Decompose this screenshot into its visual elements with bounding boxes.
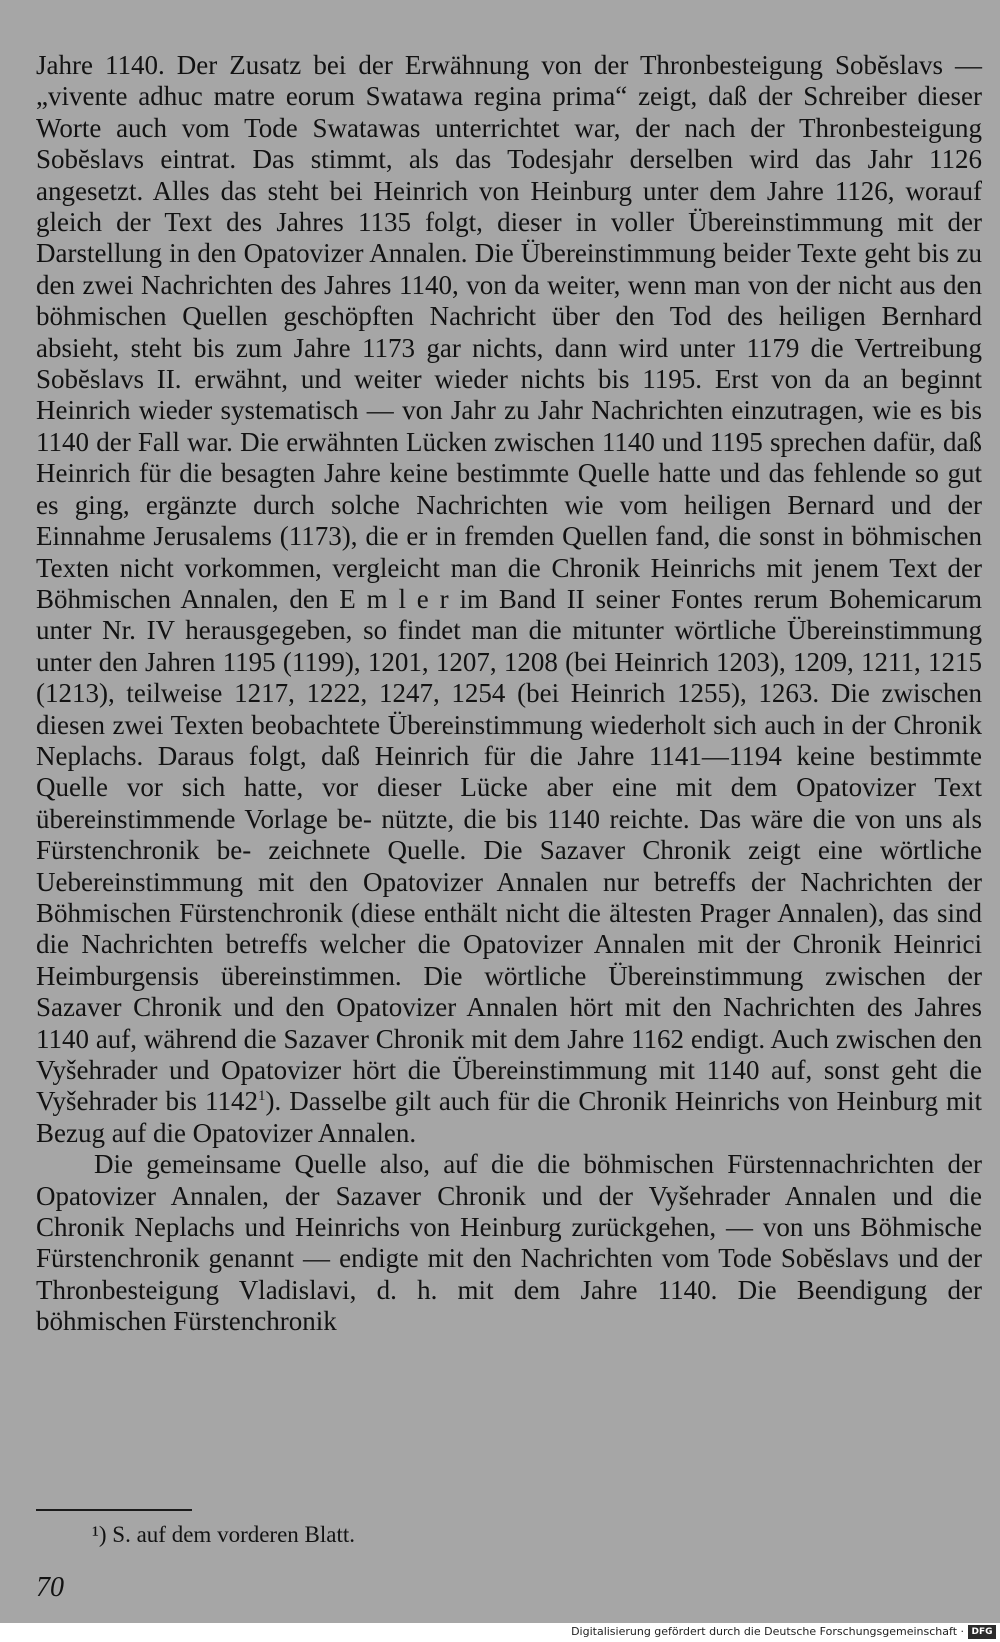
footnote-divider — [36, 1509, 192, 1511]
digitization-credit-bar — [0, 1623, 1000, 1642]
paragraph-1-tail: ). Dasselbe gilt auch für die Chronik Heinrichs von Heinburg mit Bezug auf die Opatovizer Annalen. — [36, 1086, 982, 1148]
page-number: 70 — [36, 1572, 64, 1603]
paragraph-2: Die gemeinsame Quelle also, auf die die böhmischen Fürstennachrichten der Opatovizer Annalen, der Sazaver Chronik und der Vyšehrader Annalen und die Chronik Neplachs und Heinrichs von Heinburg zurückgehen, — von uns Böhmische Fürstenchronik genannt — endigte mit den Nachrichten vom Tode Sobĕslavs und der Thronbesteigung Vladislavi, d. h. mit dem Jahre 1140. Die Beendigung der böhmischen Fürstenchronik — [36, 1149, 982, 1337]
digitization-credit: Digitalisierung gefördert durch die Deutsche Forschungsgemeinschaft · — [571, 1625, 964, 1638]
body-text — [36, 50, 982, 1338]
paragraph-1 — [36, 50, 982, 1149]
footnote-reference: 1 — [258, 1088, 266, 1105]
paragraph-1-text: Jahre 1140. Der Zusatz bei der Erwähnung von der Thronbesteigung Sobĕslavs — „vivente adhuc matre eorum Swatawa regina prima“ zeigt, daß der Schreiber dieser Worte auch vom Tode Swatawas unterrichtet war, der nach der Thronbesteigung Sobĕslavs eintrat. Das stimmt, als das Todesjahr derselben wird das Jahr 1126 angesetzt. Alles das steht bei Heinrich von Heinburg unter dem Jahre 1126, worauf gleich der Text des Jahres 1135 folgt, dieser in voller Übereinstimmung mit der Darstellung in den Opatovizer Annalen. Die Übereinstimmung beider Texte geht bis zu den zwei Nachrichten des Jahres 1140, von da weiter, wenn man von der nicht aus den böhmischen Quellen geschöpften Nachricht über den Tod des heiligen Bernhard absieht, steht bis zum Jahre 1173 gar nichts, dann wird unter 1179 die Vertreibung Sobĕslavs II. erwähnt, und weiter wieder nichts bis 1195. Erst von da an beginnt Heinrich wieder systematisch — von Jahr zu Jahr Nachrichten einzutragen, wie es bis 1140 der Fall war. Die erwähnten Lücken zwischen 1140 und 1195 sprechen dafür, daß Heinrich für die besagten Jahre keine bestimmte Quelle hatte und das fehlende so gut es ging, ergänzte durch solche Nachrichten wie vom heiligen Bernard und der Einnahme Jerusalems (1173), die er in fremden Quellen fand, die sonst in böhmischen Texten nicht vorkommen, vergleicht man die Chronik Heinrichs mit jenem Text der Böhmischen Annalen, den E m l e r im Band II seiner Fontes rerum Bohemicarum unter Nr. IV herausgegeben, so findet man die mitunter wörtliche Übereinstimmung unter den Jahren 1195 (1199), 1201, 1207, 1208 (bei Heinrich 1203), 1209, 1211, 1215 (1213), teilweise 1217, 1222, 1247, 1254 (bei Heinrich 1255), 1263. Die zwischen diesen zwei Texten beobachtete Übereinstimmung wiederholt sich auch in der Chronik Neplachs. Daraus folgt, daß Heinrich für die Jahre 1141—1194 keine bestimmte Quelle vor sich hatte, vor dieser Lücke aber eine mit dem Opatovizer Text übereinstimmende Vorlage be- nützte, die bis 1140 reichte. Das wäre die von uns als Fürstenchronik be- zeichnete Quelle. Die Sazaver Chronik zeigt eine wörtliche Uebereinstimmung mit den Opatovizer Annalen nur betreffs der Nachrichten der Böhmischen Fürstenchronik (diese enthält nicht die ältesten Prager Annalen), das sind die Nachrichten betreffs welcher die Opatovizer Annalen mit der Chronik Heinrici Heimburgensis übereinstimmen. Die wörtliche Übereinstimmung zwischen der Sazaver Chronik und den Opatovizer Annalen hört mit den Nachrichten des Jahres 1140 auf, während die Sazaver Chronik mit dem Jahre 1162 endigt. Auch zwischen den Vyšehrader und Opatovizer hört die Übereinstimmung mit 1140 auf, sonst geht die Vyšehrader bis 1142 — [36, 50, 982, 1117]
footnote: ¹) S. auf dem vorderen Blatt. — [92, 1522, 356, 1547]
dfg-logo-icon: DFG — [968, 1625, 996, 1639]
